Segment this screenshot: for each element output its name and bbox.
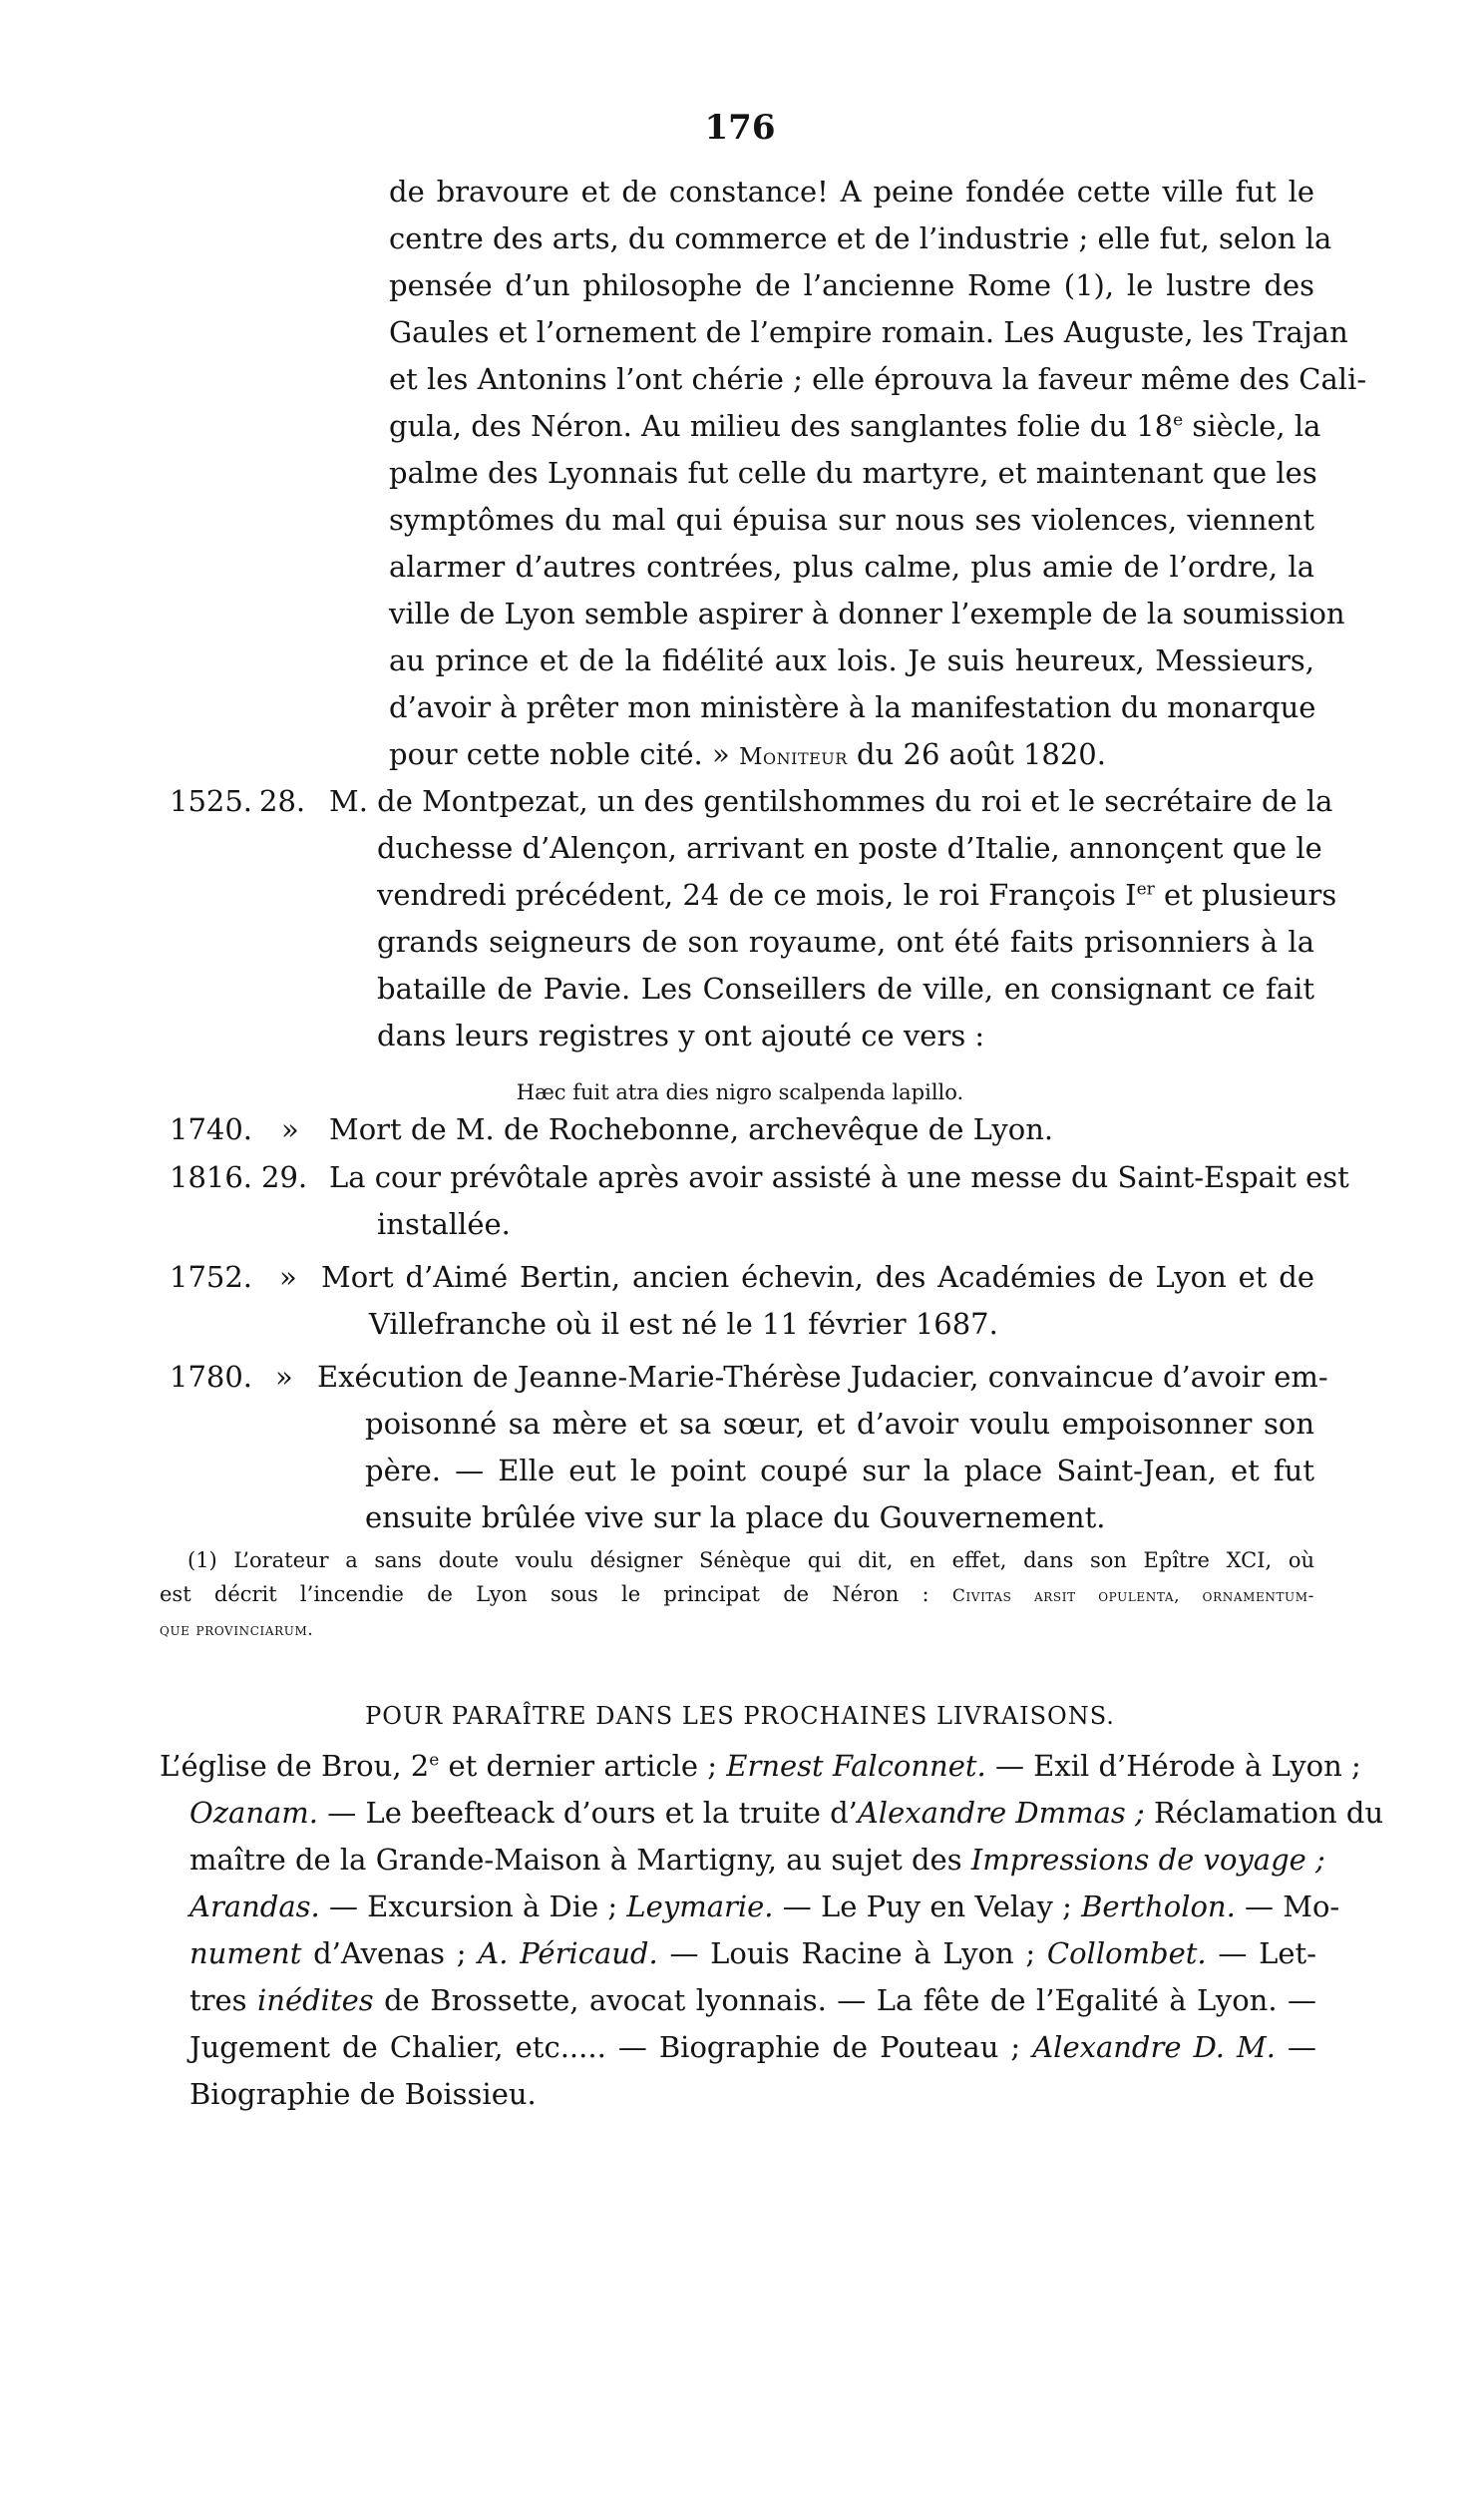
announcement-heading: POUR PARAÎTRE DANS LES PROCHAINES LIVRAISONS. [365,1702,1115,1730]
announcement-line: Jugement de Chalier, etc..... — Biographie de Pouteau ; Alexandre D. M. — [189,2030,1317,2064]
footnote-line: est décrit l’incendie de Lyon sous le principat de Néron : Civitas arsit opulenta, ornamentum- [160,1582,1314,1606]
quote-line: au prince et de la fidélité aux lois. Je suis heureux, Messieurs, [389,643,1314,677]
entry-line: bataille de Pavie. Les Conseillers de ville, en consignant ce fait [377,972,1314,1006]
page-number: 176 [704,108,776,148]
entry-day: 29. [261,1160,308,1194]
quote-line: alarmer d’autres contrées, plus calme, plus amie de l’ordre, la [389,550,1314,584]
entry-line: ensuite brûlée vive sur la place du Gouvernement. [365,1500,1106,1534]
footnote-line: que provinciarum. [160,1620,314,1640]
entry-line: Villefranche où il est né le 11 février 1687. [369,1307,998,1341]
quote-line: pensée d’un philosophe de l’ancienne Rome (1), le lustre des [389,268,1314,302]
announcement-line: tres inédites de Brossette, avocat lyonnais. — La fête de l’Egalité à Lyon. — [189,1983,1316,2017]
announcement-line: Arandas. — Excursion à Die ; Leymarie. — Le Puy en Velay ; Bertholon. — Mo- [189,1890,1340,1923]
quote-line: Gaules et l’ornement de l’empire romain. Les Auguste, les Trajan [389,315,1348,349]
entry-line: grands seigneurs de son royaume, ont été faits prisonniers à la [377,925,1314,959]
entry-year: 1525. [170,784,253,818]
entry-day: » [275,1360,293,1394]
entry-line: Mort d’Aimé Bertin, ancien échevin, des Académies de Lyon et de [321,1260,1314,1294]
quote-line: d’avoir à prêter mon ministère à la manifestation du monarque [389,690,1316,724]
announcement-line: maître de la Grande-Maison à Martigny, au sujet des Impressions de voyage ; [189,1843,1325,1877]
quote-line: gula, des Néron. Au milieu des sanglantes folie du 18e siècle, la [389,409,1321,443]
announcement-line: nument d’Avenas ; A. Péricaud. — Louis Racine à Lyon ; Collombet. — Let- [189,1936,1317,1970]
quote-line: et les Antonins l’ont chérie ; elle éprouva la faveur même des Cali- [389,362,1367,396]
announcement-line: L’église de Brou, 2e et dernier article ; Ernest Falconnet. — Exil d’Hérode à Lyon ; [160,1749,1361,1783]
entry-line: duchesse d’Alençon, arrivant en poste d’Italie, annonçent que le [377,831,1322,865]
entry-line: dans leurs registres y ont ajouté ce vers : [377,1019,985,1052]
entry-line: Exécution de Jeanne-Marie-Thérèse Judacier, convaincue d’avoir em- [317,1360,1328,1394]
entry-day: » [281,1112,299,1146]
entry-line: poisonné sa mère et sa sœur, et d’avoir voulu empoisonner son [365,1407,1314,1441]
announcement-line: Biographie de Boissieu. [189,2077,537,2111]
quote-line: symptômes du mal qui épuisa sur nous ses violences, viennent [389,503,1314,537]
entry-line: Mort de M. de Rochebonne, archevêque de Lyon. [329,1112,1054,1146]
quote-line: palme des Lyonnais fut celle du martyre, et maintenant que les [389,456,1317,490]
quote-line: pour cette noble cité. » Moniteur du 26 août 1820. [389,737,1106,771]
entry-day: » [279,1260,297,1294]
entry-year: 1740. [170,1112,253,1146]
quote-line: centre des arts, du commerce et de l’industrie ; elle fut, selon la [389,221,1332,255]
quote-line: de bravoure et de constance! A peine fondée cette ville fut le [389,175,1314,209]
entry-year: 1816. [170,1160,253,1194]
entry-year: 1752. [170,1260,253,1294]
entry-line: La cour prévôtale après avoir assisté à une messe du Saint-Espait est [329,1160,1349,1194]
entry-line: M. de Montpezat, un des gentilshommes du roi et le secrétaire de la [329,784,1333,818]
entry-year: 1780. [170,1360,253,1394]
entry-line: vendredi précédent, 24 de ce mois, le roi François Ier et plusieurs [377,878,1337,912]
footnote-line: (1) L’orateur a sans doute voulu désigner Sénèque qui dit, en effet, dans son Epître XCI, où [187,1548,1314,1572]
latin-verse: Hæc fuit atra dies nigro scalpenda lapillo. [516,1080,964,1104]
entry-day: 28. [259,784,306,818]
quote-line: ville de Lyon semble aspirer à donner l’exemple de la soumission [389,597,1345,630]
entry-line: père. — Elle eut le point coupé sur la place Saint-Jean, et fut [365,1454,1314,1487]
source-name: Moniteur [738,744,848,770]
announcement-line: Ozanam. — Le beefteack d’ours et la truite d’Alexandre Dmmas ; Réclamation du [189,1796,1384,1830]
entry-line: installée. [377,1207,511,1241]
